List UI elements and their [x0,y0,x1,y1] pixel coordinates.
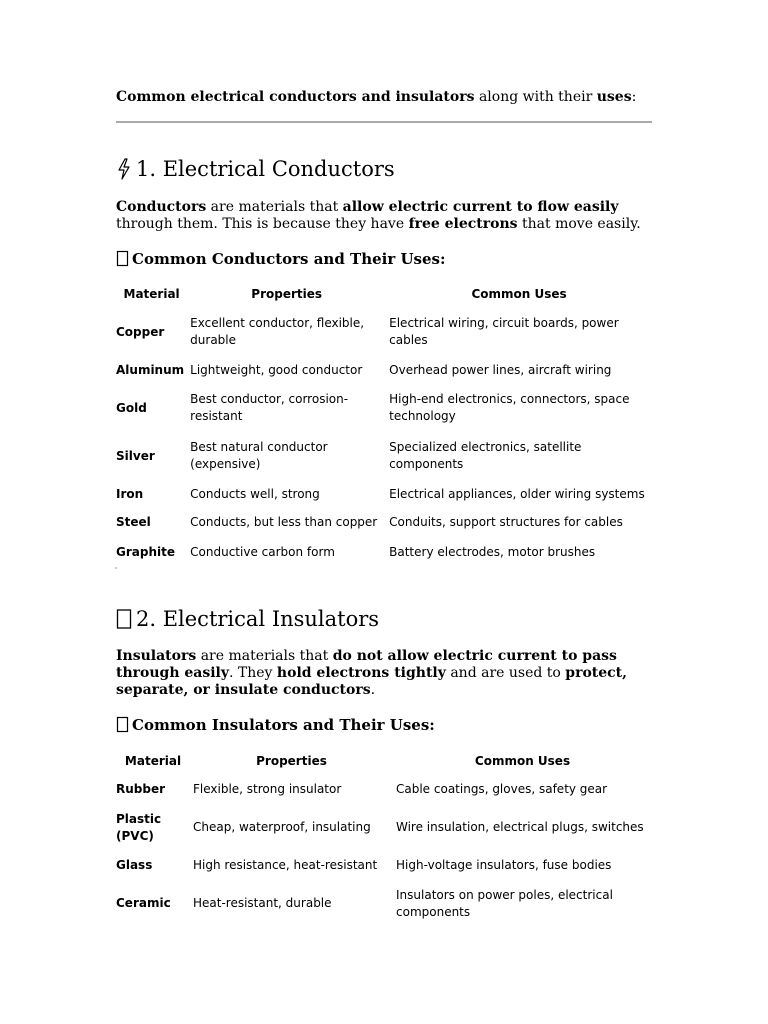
table-row [116,851,652,880]
missing-glyph-icon [116,608,132,630]
table-row [116,308,652,356]
material-cell: Glass [116,858,153,872]
uses-cell: Electrical wiring, circuit boards, power cables [389,316,619,347]
uses-cell: High-end electronics, connectors, space technology [389,392,630,423]
properties-cell: Cheap, waterproof, insulating [193,820,371,834]
conductors-table [116,280,652,567]
column-header: Material [123,286,180,301]
conductors-description: Conductors are materials that allow electric current to flow easily through them. This is because they have free electrons that move easily. [116,199,641,232]
material-cell: Iron [116,486,144,501]
uses-cell: Cable coatings, gloves, safety gear [396,782,608,796]
properties-cell: Heat-resistant, durable [193,896,332,910]
column-header: Common Uses [471,286,567,301]
insulators-table [116,747,652,927]
material-cell: Rubber [116,782,166,796]
table-row [116,480,652,508]
conductors-subheading: Common Conductors and Their Uses: [116,249,446,269]
table-header-row [116,747,652,775]
material-cell: Silver [116,448,155,463]
insulators-heading: 2. Electrical Insulators [116,606,379,632]
material-cell: Gold [116,400,147,415]
uses-cell: Battery electrodes, motor brushes [389,544,596,559]
properties-cell: Best natural conductor (expensive) [190,440,328,471]
properties-cell: Best conductor, corrosion-resistant [190,392,349,423]
table-row [116,508,652,537]
properties-cell: Conducts well, strong [190,486,320,501]
lightning-icon [116,158,132,180]
properties-cell: Conductive carbon form [190,544,335,559]
insulators-description: Insulators are materials that do not allow electric current to pass through easily. They hold electrons tightly and are used to protect, separate, or insulate conductors. [116,648,628,698]
material-cell: Copper [116,324,165,339]
table-header-row [116,280,652,308]
uses-cell: Specialized electronics, satellite components [389,440,582,471]
uses-cell: Conduits, support structures for cables [389,515,623,529]
uses-cell: Wire insulation, electrical plugs, switches [396,820,644,834]
column-header: Properties [251,286,323,301]
uses-cell: Electrical appliances, older wiring systems [389,486,645,501]
properties-cell: High resistance, heat-resistant [193,858,378,872]
stray-mark [115,567,117,569]
uses-cell: Overhead power lines, aircraft wiring [389,362,612,377]
column-header: Common Uses [474,753,571,768]
intro-line: Common electrical conductors and insulators along with their uses: [116,89,637,105]
column-header: Material [124,753,182,768]
table-row [116,804,652,851]
uses-cell: Insulators on power poles, electrical components [396,887,613,919]
table-row [116,432,652,480]
material-cell: Aluminum [116,362,185,377]
properties-cell: Conducts, but less than copper [190,515,378,529]
missing-glyph-icon [116,250,129,267]
conductors-heading: 1. Electrical Conductors [116,156,395,182]
properties-cell: Lightweight, good conductor [190,362,363,377]
column-header: Properties [256,753,327,768]
material-cell: Plastic (PVC) [116,811,162,843]
properties-cell: Excellent conductor, flexible, durable [190,316,365,347]
table-row [116,384,652,432]
material-cell: Ceramic [116,896,171,910]
table-row [116,775,652,804]
uses-cell: High-voltage insulators, fuse bodies [396,858,612,872]
table-row [116,356,652,384]
missing-glyph-icon [116,716,129,733]
properties-cell: Flexible, strong insulator [193,782,342,796]
horizontal-rule [116,121,652,123]
material-cell: Graphite [116,544,175,559]
material-cell: Steel [116,515,151,529]
table-row [116,880,652,927]
insulators-subheading: Common Insulators and Their Uses: [116,715,435,735]
table-row [116,537,652,567]
